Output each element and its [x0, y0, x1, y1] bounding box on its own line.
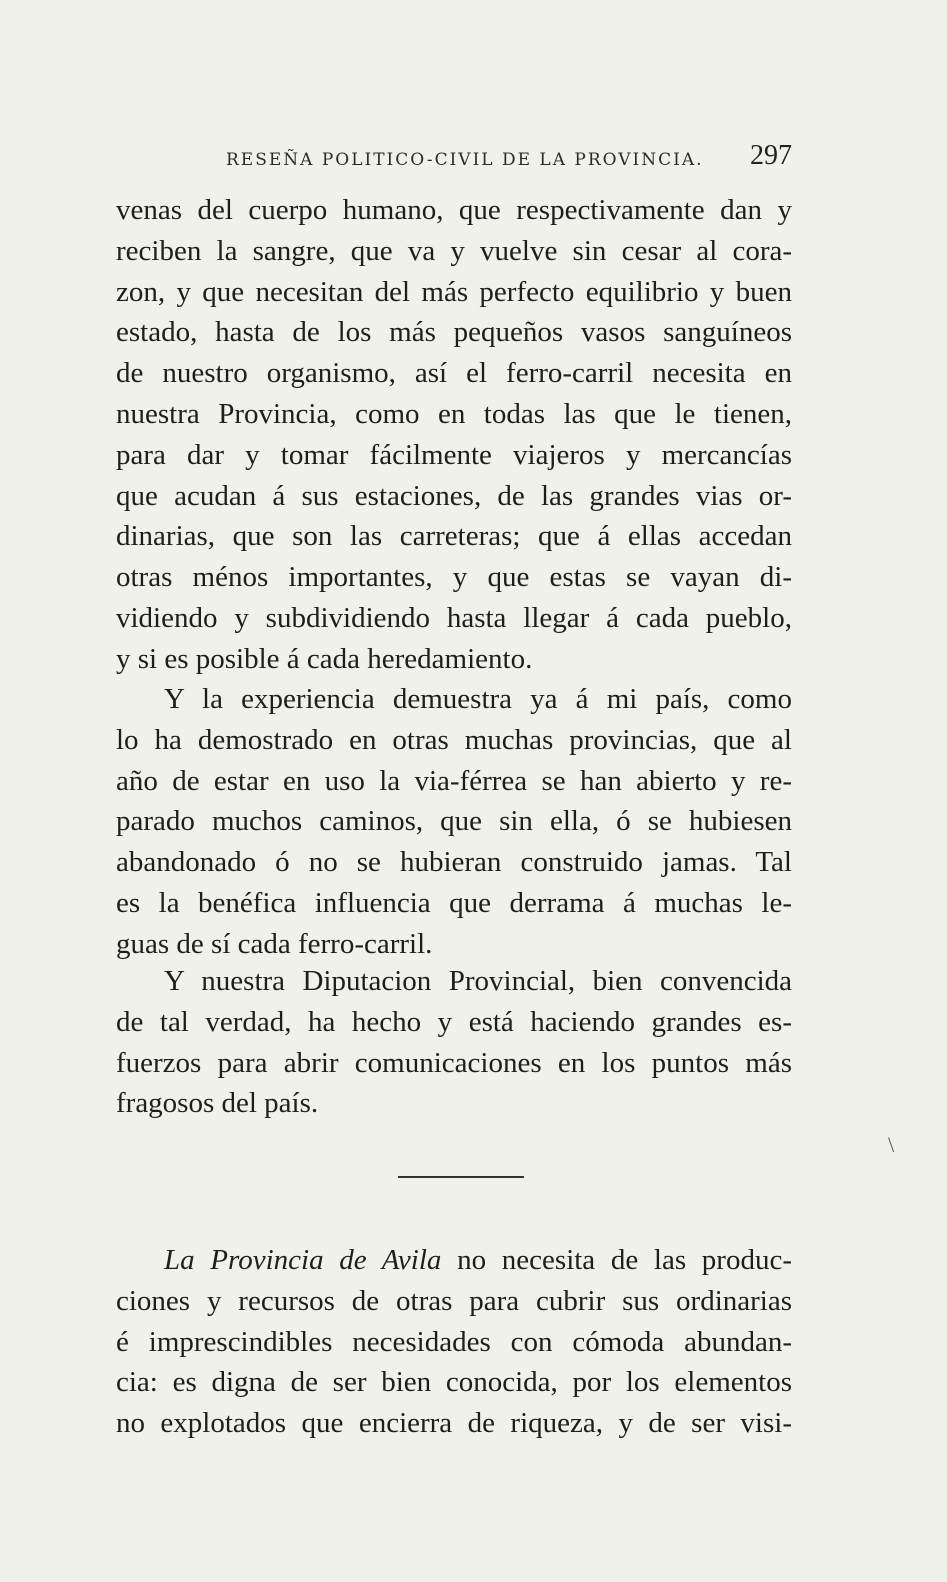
- section-divider: [398, 1176, 524, 1178]
- text-line: cia: es digna de ser bien conocida, por los elementos: [116, 1366, 792, 1399]
- text-line: é imprescindibles necesidades con cómoda abundan-: [116, 1325, 792, 1358]
- text-line: parado muchos caminos, que sin ella, ó se hubiesen: [116, 805, 792, 838]
- paragraph-4: [116, 1240, 792, 1444]
- text-line: año de estar en uso la via-férrea se han abierto y re-: [116, 764, 792, 797]
- paragraph-2: [116, 679, 792, 965]
- text-line: venas del cuerpo humano, que respectivamente dan y: [116, 194, 792, 226]
- text-line: lo ha demostrado en otras muchas provincias, que al: [116, 723, 792, 756]
- text-line: fuerzos para abrir comunicaciones en los puntos más: [116, 1046, 792, 1079]
- text-line: reciben la sangre, que va y vuelve sin cesar al cora-: [116, 234, 792, 267]
- text-line: vidiendo y subdividiendo hasta llegar á cada pueblo,: [116, 601, 792, 634]
- text-line: no explotados que encierra de riqueza, y de ser visi-: [116, 1407, 792, 1440]
- first-line-rest: no necesita de las produc-: [441, 1244, 792, 1276]
- text-line: abandonado ó no se hubieran construido jamas. Tal: [116, 846, 792, 879]
- text-line: estado, hasta de los más pequeños vasos sanguíneos: [116, 316, 792, 349]
- text-line: nuestra Provincia, como en todas las que le tienen,: [116, 397, 792, 430]
- page-header: [116, 140, 792, 180]
- text-line-first: [116, 1240, 792, 1281]
- text-line: fragosos del país.: [116, 1087, 319, 1120]
- text-line: es la benéfica influencia que derrama á muchas le-: [116, 886, 792, 919]
- margin-mark: \: [888, 1132, 895, 1157]
- text-line: de nuestro organismo, así el ferro-carril necesita en: [116, 357, 792, 390]
- text-line: otras ménos importantes, y que estas se vayan di-: [116, 561, 792, 594]
- text-line: Y nuestra Diputacion Provincial, bien convencida: [164, 965, 792, 997]
- page-number: 297: [750, 140, 792, 171]
- paragraph-3: [116, 961, 792, 1124]
- text-line: guas de sí cada ferro-carril.: [116, 927, 433, 960]
- text-line: Y la experiencia demuestra ya á mi país, como: [164, 683, 792, 715]
- running-title: RESEÑA POLITICO-CIVIL DE LA PROVINCIA.: [226, 150, 704, 170]
- paragraph-1: [116, 190, 792, 680]
- italic-phrase: La Provincia de Avila: [164, 1244, 442, 1276]
- text-line: ciones y recursos de otras para cubrir sus ordinarias: [116, 1284, 792, 1317]
- text-line: zon, y que necesitan del más perfecto equilibrio y buen: [116, 275, 792, 308]
- text-line: dinarias, que son las carreteras; que á ellas accedan: [116, 520, 792, 553]
- text-line: para dar y tomar fácilmente viajeros y mercancías: [116, 438, 792, 471]
- text-line: de tal verdad, ha hecho y está haciendo grandes es-: [116, 1005, 792, 1038]
- text-line: que acudan á sus estaciones, de las grandes vias or-: [116, 479, 792, 512]
- text-line: y si es posible á cada heredamiento.: [116, 642, 533, 675]
